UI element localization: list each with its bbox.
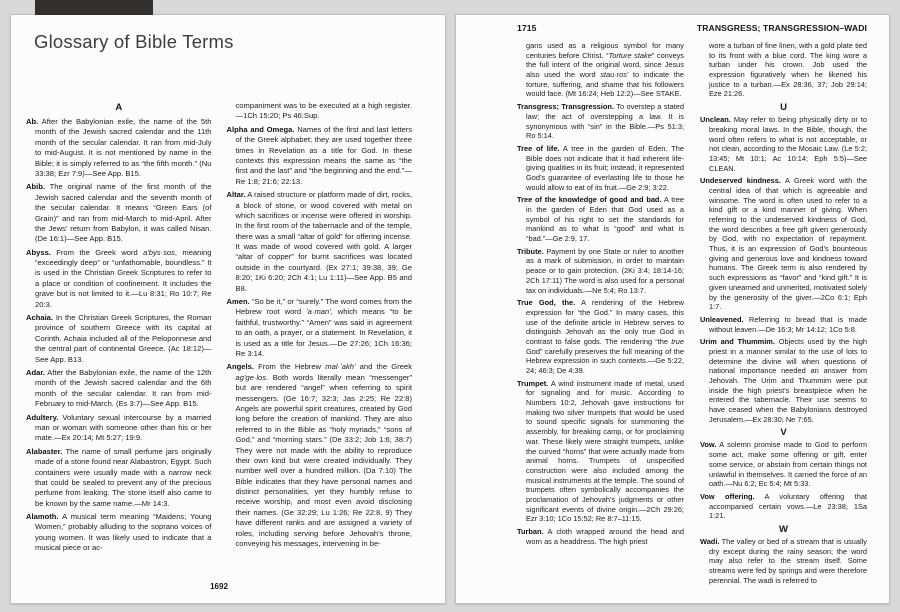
left-column-1 (26, 101, 212, 557)
entry-term: Altar. (226, 190, 246, 200)
glossary-entry: Abib. The original name of the first month of the Jewish sacred calendar and the seventh month of the secular calendar. It means “Green Ears (of Grain)” and ran from mid-March to mid-April. After the Jews’ return from Babylon, it was called Nisan. (De 16:1)—See App. B15. (26, 182, 212, 244)
glossary-entry: Alamoth. A musical term meaning “Maidens; Young Women,” probably alluding to the soprano voices of young women. It was likely used to indicate that a musical piece or ac- (26, 512, 212, 553)
right-column-1 (517, 41, 684, 588)
bookmark-tab (35, 0, 153, 15)
entry-term: Tribute. (517, 246, 544, 256)
entry-term: Alamoth. (26, 512, 59, 522)
entry-term: Angels. (226, 362, 254, 372)
right-column-2 (700, 41, 867, 588)
glossary-entry: Ab. After the Babylonian exile, the name of the 5th month of the Jewish sacred calendar and the 11th month of the secular calendar. It ran from mid-July to mid-August. It is not mentioned by name in the Bible; it is simply referred to as “the fifth month.” (Nu 33:38; Ezr 7:9)—See App. B15. (26, 117, 212, 178)
glossary-entry: Vow. A solemn promise made to God to perform some act, make some offering or gift, enter some service, or abstain from certain things not unlawful in themselves. It carried the force of an oath.—Nu 6:2; Ec 5:4; Mt 5:33. (700, 440, 867, 489)
entry-term: Tree of the knowledge of good and bad. (517, 195, 662, 205)
glossary-entry: Transgress; Transgression. To overstep a stated law; the act of overstepping a law. It is synonymous with “sin” in the Bible.—Ps 51:3; Ro 5:14. (517, 102, 684, 141)
entry-term: Abib. (26, 182, 45, 192)
glossary-entry: Alabaster. The name of small perfume jars originally made of a stone found near Alabastron, Egypt. Such containers were usually made with a narrow neck that could be sealed to prevent any of the precious perfume from leaking. The stone itself also came to be known by the same name.—Mr 14:3. (26, 446, 212, 508)
glossary-entry: Wadi. The valley or bed of a stream that is usually dry except during the rainy season; the word may also refer to the stream itself. Some streams were fed by springs and were therefore perennial. The wadi is referred to (700, 536, 867, 585)
entry-term: Abyss. (26, 247, 51, 257)
glossary-entry: Angels. From the Hebrew mal·ʼakhʹ and the Greek agʹge·los. Both words literally mean “messenger” but are rendered “angel” when referring to spirit messengers. (Ge 16:7; 32:3; Jas 2:25; Re 22:8) Angels are powerful spirit creatures, created by God long before the creation of mankind. They are also referred to in the Bible as “holy myriads,” “sons of God,” and “morning stars.” (De 33:2; Job 1:6; 38:7) They were not made with the ability to reproduce their own kind but were created individually. They number well over a hundred million. (Da 7:10) The Bible indicates that they have personal names and distinct personalities, yet they humbly refuse to receive worship, and most even avoid disclosing their names. (Ge 32:29; Lu 1:26; Re 22:8, 9) They have different ranks and are assigned a variety of roles, including serving before Jehovah’s throne, conveying his messages, intervening in be- (226, 362, 412, 549)
entry-term: Adar. (26, 367, 45, 377)
entry-term: True God, the. (517, 298, 576, 308)
entry-term: Vow. (700, 440, 717, 450)
entry-term: Adultery. (26, 412, 59, 422)
left-column-2 (227, 101, 413, 557)
glossary-entry: Achaia. In the Christian Greek Scriptures, the Roman province of southern Greece with its capital at Corinth. Achaia included all of the Peloponnese and the central part of continental Greece. (Ac 18:12)—See App. B13. (26, 313, 212, 364)
glossary-entry: Abyss. From the Greek word aʹbys·sos, meaning “exceedingly deep” or “unfathomable, boundless.” It is used in the Christian Greek Scriptures to refer to a place or condition of confinement. It includes the grave but is not limited to it.—Lu 8:31; Ro 10:7; Re 20:3. (26, 247, 212, 309)
glossary-entry: Undeserved kindness. A Greek word with the central idea of that which is agreeable and winsome. The word is often used to refer to a kind gift or a kind manner of giving. When referring to the undeserved kindness of God, the word describes a free gift given generously by God, with no expectation of repayment. Thus, it is an expression of God’s bounteous giving and generous love and kindness toward humans. The Greek term is also rendered by such expressions as “favor” and “kind gift.” It is given unearned and unmerited, motivated solely by the generosity of the giver.—2Co 6:1; Eph 1:7. (700, 176, 867, 312)
entry-term: Alpha and Omega. (226, 124, 295, 134)
glossary-entry: Tree of life. A tree in the garden of Eden. The Bible does not indicate that it had inherent life-giving qualities in its fruit; instead, it represented God’s guarantee of everlasting life to those he would allow to eat of its fruit.—Ge 2:9; 3:22. (517, 143, 684, 192)
glossary-entry: Urim and Thummim. Objects used by the high priest in a manner similar to the use of lots to determine the divine will when questions of national importance needed an answer from Jehovah. The Urim and Thummim were put inside the high priest’s breastpiece when he entered the tabernacle. Their use seems to have ceased when the Babylonians destroyed Jerusalem.—Ex 28:30; Ne 7:65. (700, 337, 867, 424)
page-number-footer: 1692 (210, 582, 228, 591)
entry-term: Alabaster. (26, 446, 63, 456)
glossary-entry: Turban. A cloth wrapped around the head and worn as a headdress. The high priest (517, 527, 684, 546)
section-letter: V (780, 427, 787, 439)
entry-term: Ab. (26, 117, 39, 126)
left-page (10, 14, 446, 604)
glossary-entry: Vow offering. A voluntary offering that accompanied certain vows.—Le 23:38; 1Sa 1:21. (700, 491, 867, 521)
glossary-entry: Unclean. May refer to being physically dirty or to breaking moral laws. In the Bible, though, the word often refers to what is not acceptable, or not clean, according to the Mosaic Law. (Le 5:2; 13:45; Mt 10:1; Ac 10:14; Eph 5:5)—See CLEAN. (700, 115, 867, 173)
glossary-entry: True God, the. A rendering of the Hebrew expression for “the God.” In many cases, this use of the definite article in Hebrew serves to distinguish Jehovah as the only true God in contrast to false gods. The rendering “the true God” carefully preserves the full meaning of the Hebrew expression in such contexts.—Ge 5:22, 24; 46:3; De 4:39. (517, 298, 684, 375)
entry-term: Transgress; Transgression. (517, 102, 614, 112)
entry-term: Unleavened. (700, 314, 744, 324)
section-letter: U (780, 102, 787, 114)
section-letter: A (115, 102, 123, 113)
entry-continuation: companiment was to be executed at a high register.—1Ch 15:20; Ps 46:Sup. (235, 101, 412, 121)
glossary-entry: Amen. “So be it,” or “surely.” The word comes from the Hebrew root word ʼa·manʹ, which means “to be faithful, trustworthy.” “Amen” was said in agreement to an oath, a prayer, or a statement. In Revelation, it is used as a title for Jesus.—De 27:26; 1Ch 16:36; Re 3:14. (226, 297, 412, 358)
entry-term: Turban. (517, 527, 544, 536)
glossary-entry: Adar. After the Babylonian exile, the name of the 12th month of the Jewish sacred calendar and the 6th month of the secular calendar. It ran from mid-February to mid-March. (Es 3:7)—See App. B15. (26, 367, 212, 409)
entry-term: Vow offering. (700, 491, 755, 501)
entry-continuation: gans used as a religious symbol for many centuries before Christ. “Torture stake” conveys the full intent of the original word, since Jesus also used the word stau·rosʹ to indicate the torture, suffering, and shame that his followers would face. (Mt 16:24; Heb 12:2)—See STAKE. (526, 41, 684, 99)
glossary-entry: Alpha and Omega. Names of the first and last letters of the Greek alphabet; they are used together three times in Revelation as a title for God. In these contexts this expression means the same as “the first and the last” and “the beginning and the end.”—Re 1:8; 21:6; 22:13. (226, 124, 413, 186)
entry-term: Unclean. (700, 115, 731, 125)
left-page-body (26, 101, 412, 557)
entry-continuation: wore a turban of fine linen, with a gold plate tied to its front with a blue cord. The king wore a turban under his crown. Job used the expression figuratively when he likened his justice to a turban.—Ex 28:36, 37; Job 29:14; Eze 21:26. (709, 41, 867, 99)
entry-term: Trumpet. (517, 378, 549, 388)
section-letter: W (779, 523, 788, 535)
right-page (455, 14, 890, 604)
header-page-number: 1715 (517, 23, 537, 33)
right-page-header (517, 23, 867, 33)
glossary-entry: Altar. A raised structure or platform made of dirt, rocks, a block of stone, or wood covered with metal on which sacrifices or incense were offered in worship. In the first room of the tabernacle and of the temple, there was a small “altar of gold” for offering incense. It was made of wood covered with gold. A larger “altar of copper” for burnt sacrifices was located outside in the courtyard. (Ex 27:1; 39:38, 39; Ge 8:20; 1Ki 6:20; 2Ch 4:1; Lu 1:11)—See App. B5 and B8. (226, 190, 412, 293)
entry-term: Urim and Thummim. (700, 337, 775, 347)
entry-term: Tree of life. (517, 143, 560, 153)
entry-term: Achaia. (26, 313, 54, 323)
running-head: TRANSGRESS; TRANSGRESSION–WADI (696, 23, 867, 33)
glossary-entry: Tribute. Payment by one State or ruler to another as a mark of submission, in order to maintain peace or to gain protection. (2Ki 3:4; 18:14-16; 2Ch 17:11) The word is also used for a personal tax on individuals.—Ne 5:4; Ro 13:7. (517, 246, 684, 295)
page-title: Glossary of Bible Terms (34, 31, 234, 52)
entry-term: Amen. (226, 297, 250, 307)
glossary-entry: Tree of the knowledge of good and bad. A tree in the garden of Eden that God used as a symbol of his right to set the standards for mankind as to what is “good” and what is “bad.”—Ge 2:9, 17. (517, 195, 684, 244)
glossary-entry: Trumpet. A wind instrument made of metal, used for signaling and for music. According to Numbers 10:2, Jehovah gave instructions for making two silver trumpets that would be used to sound specific signals for summoning the assembly, for breaking camp, or for proclaiming war. These likely were straight trumpets, unlike the curved “horns” that were actually made from animal horns. Trumpets of unspecified construction were also included among the musical instruments at the temple. The sound of trumpets often symbolically accompanies the proclamation of Jehovah’s judgments or other significant events of divine origin.—2Ch 29:26; Ezr 3:10; 1Co 15:52; Re 8:7–11:15. (517, 378, 684, 524)
right-page-body (517, 41, 867, 588)
entry-term: Wadi. (700, 536, 720, 546)
entry-term: Undeserved kindness. (700, 176, 781, 186)
glossary-entry: Adultery. Voluntary sexual intercourse by a married man or woman with someone other than his or her mate.—Ex 20:14; Mt 5:27; 19:9. (26, 412, 212, 443)
glossary-entry: Unleavened. Referring to bread that is made without leaven.—De 16:3; Mr 14:12; 1Co 5:8. (700, 314, 867, 334)
